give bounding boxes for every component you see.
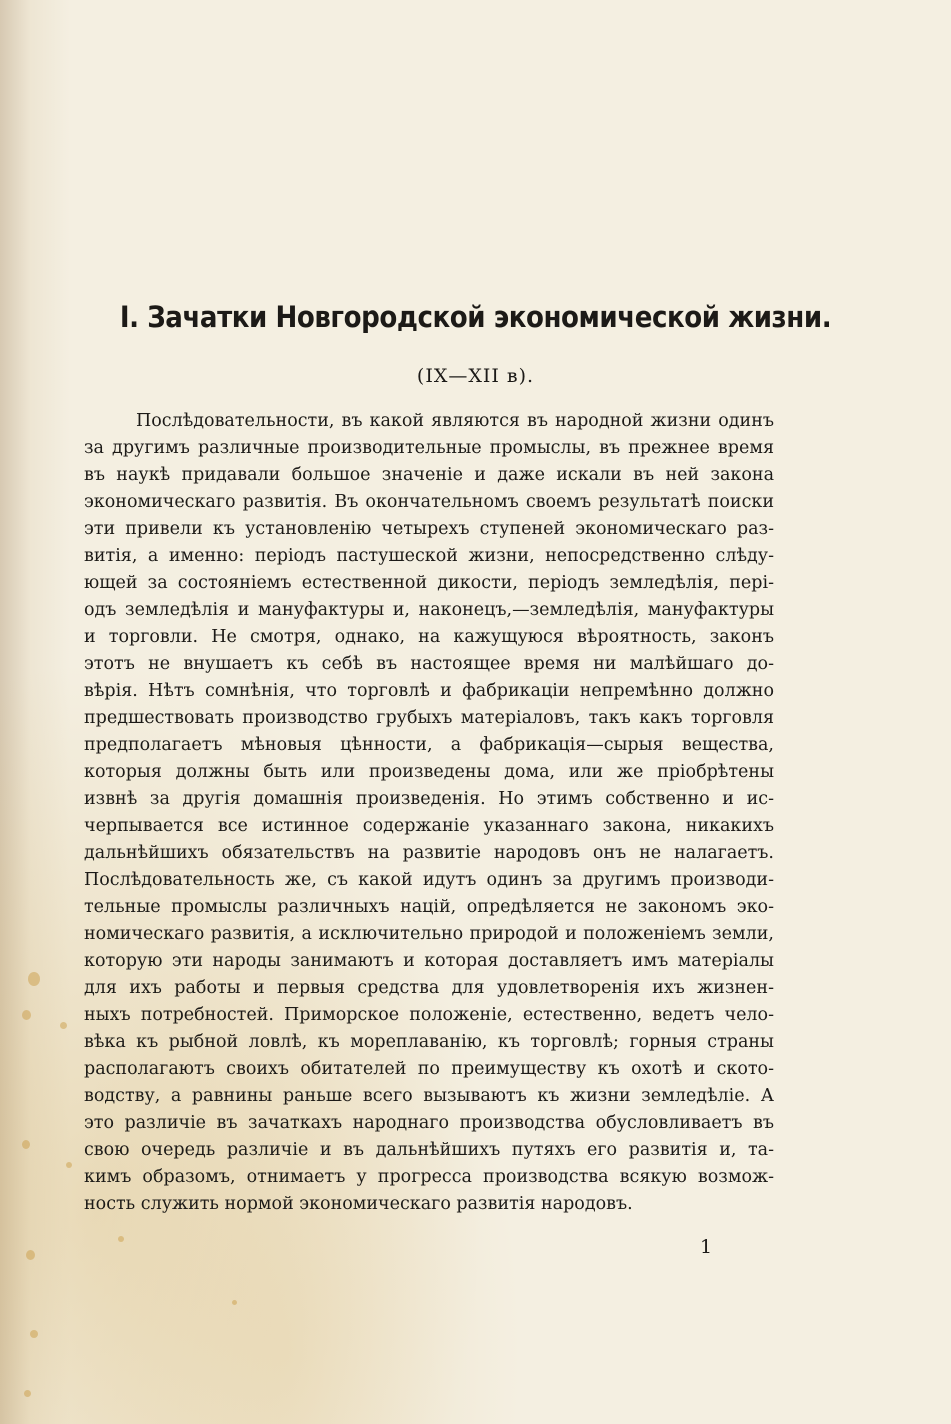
foxing-stain [26,1250,35,1260]
foxing-stain [118,1236,124,1242]
text-line: располагаютъ своихъ обитателей по преимуществу къ охотѣ и ското- [84,1059,774,1079]
text-line: витія, а именно: періодъ пастушеской жизни, непосредственно слѣду- [84,546,774,566]
foxing-stain [22,1140,30,1149]
foxing-stain [30,1330,38,1338]
text-line: въ наукѣ придавали большое значеніе и даже искали въ ней закона [84,465,774,485]
body-paragraph [84,408,774,1218]
text-line: черпывается все истинное содержаніе указаннаго закона, никакихъ [84,816,774,836]
text-line: предшествовать производство грубыхъ матеріаловъ, такъ какъ торговля [84,708,774,728]
text-line: которыя должны быть или произведены дома, или же пріобрѣтены [84,762,774,782]
chapter-period: (IX—XII в). [416,365,535,387]
text-line: кимъ образомъ, отнимаетъ у прогресса производства всякую возмож- [84,1167,774,1187]
text-line: и торговли. Не смотря, однако, на кажущуюся вѣроятность, законъ [84,627,774,647]
foxing-stain [60,1022,67,1029]
text-line: экономическаго развитія. Въ окончательномъ своемъ результатѣ поиски [84,492,774,512]
text-line: для ихъ работы и первыя средства для удовлетворенія ихъ жизнен- [84,978,774,998]
text-line: за другимъ различные производительные промыслы, въ прежнее время [84,438,774,458]
text-line: тельные промыслы различныхъ націй, опредѣляется не закономъ эко- [84,897,774,917]
text-line: номическаго развитія, а исключительно природой и положеніемъ земли, [84,924,774,944]
text-line: предполагаетъ мѣновыя цѣнности, а фабрикація—сырыя вещества, [84,735,774,755]
chapter-title: I. Зачатки Новгородской экономической жизни. [119,300,832,334]
text-line: извнѣ за другія домашнія произведенія. Но этимъ собственно и ис- [84,789,774,809]
text-line: которую эти народы занимаютъ и которая доставляетъ имъ матеріалы [84,951,774,971]
text-line: свою очередь различіе и въ дальнѣйшихъ путяхъ его развитія и, та- [84,1140,774,1160]
text-line: эти привели къ установленію четырехъ ступеней экономическаго раз- [84,519,774,539]
text-line: водству, а равнины раньше всего вызываютъ къ жизни земледѣліе. А [84,1086,774,1106]
text-line: этотъ не внушаетъ къ себѣ въ настоящее время ни малѣйшаго до- [84,654,774,674]
text-line: Послѣдовательности, въ какой являются въ народной жизни одинъ [136,411,774,431]
text-line: Послѣдовательность же, съ какой идутъ одинъ за другимъ производи- [84,870,774,890]
text-line: ныхъ потребностей. Приморское положеніе, естественно, ведетъ чело- [84,1005,774,1025]
text-line: ность служить нормой экономическаго развитія народовъ. [84,1194,633,1214]
text-line: дальнѣйшихъ обязательствъ на развитіе народовъ онъ не налагаетъ. [84,843,774,863]
text-line: ющей за состояніемъ естественной дикости, періодъ земледѣлія, пері- [84,573,774,593]
foxing-stain [232,1300,237,1305]
text-line: вѣрія. Нѣтъ сомнѣнія, что торговлѣ и фабрикаціи непремѣнно должно [84,681,774,701]
foxing-stain [66,1162,72,1168]
foxing-stain [22,1010,31,1020]
text-line: одъ земледѣлія и мануфактуры и, наконецъ,—земледѣлія, мануфактуры [84,600,774,620]
foxing-stain [28,972,40,986]
foxing-stain [24,1390,31,1397]
text-line: вѣка къ рыбной ловлѣ, къ мореплаванію, къ торговлѣ; горныя страны [84,1032,774,1052]
page-number: 1 [700,1236,713,1258]
text-line: это различіе въ зачаткахъ народнаго производства обусловливаетъ въ [84,1113,774,1133]
